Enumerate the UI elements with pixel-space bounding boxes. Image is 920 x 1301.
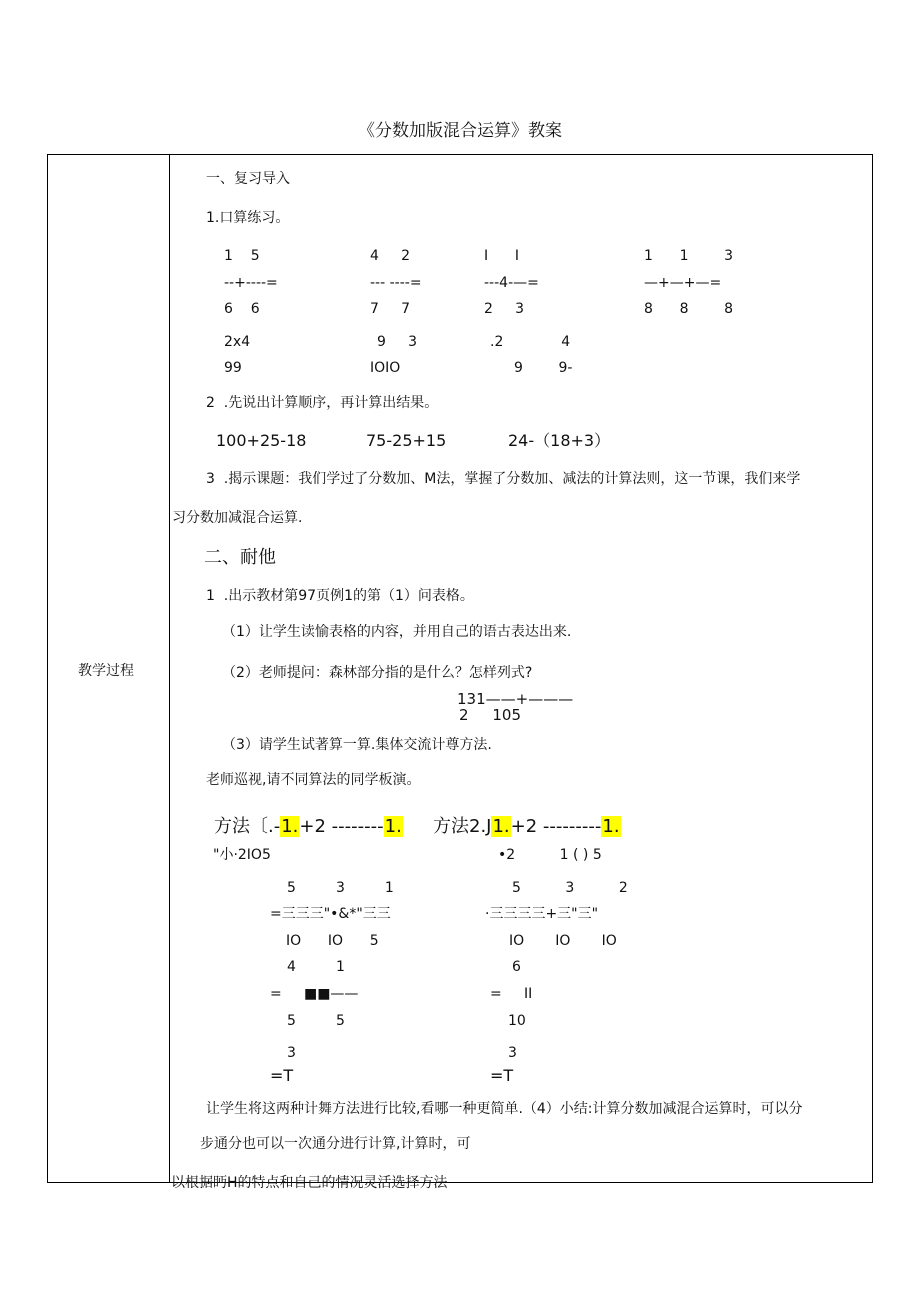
method-2-row-1: 5 3 2 <box>512 880 628 896</box>
method-1-heading: 方法〔.-1.+2 --------1. <box>214 816 402 837</box>
teacher-note: 老师巡视,请不同算法的同学板演。 <box>206 772 421 788</box>
clipped-line-container <box>171 1168 571 1191</box>
exercise-2-denominator: 7 7 <box>370 301 411 317</box>
part-1-step-3: （3）请学生试著算一算.集体交流计尊方法. <box>222 737 492 753</box>
method-2-heading: 方法2.J1.+2 ---------1. <box>433 816 620 837</box>
exercise-5-bottom: 99 <box>224 360 242 376</box>
exercise-7-top: .2 4 <box>490 334 571 350</box>
exercise-6-bottom: IOIO <box>370 360 401 376</box>
method-2-row-4: 6 <box>512 959 521 975</box>
document-title: 《分数加版混合运算》教案 <box>358 121 562 141</box>
highlight-mark: 1. <box>492 816 510 837</box>
section-2-heading: 二、耐他 <box>204 547 276 568</box>
method-2-row-5: = II <box>490 986 533 1002</box>
exercise-2-line: --- ----= <box>370 275 422 291</box>
method-1-row-6: 5 5 <box>287 1013 345 1029</box>
method-2-row-6: 10 <box>508 1013 526 1029</box>
method-1-row-4: 4 1 <box>287 959 345 975</box>
column-divider <box>169 154 170 1183</box>
method-1-row-3: IO IO 5 <box>286 933 379 949</box>
method-1-row-7: 3 <box>287 1045 296 1061</box>
exercise-1-line: --+----= <box>224 275 278 291</box>
exercise-1-denominator: 6 6 <box>224 301 260 317</box>
formula-bottom: 2 105 <box>459 706 522 724</box>
exercise-3-numerator: I I <box>484 248 519 264</box>
row-label: 教学过程 <box>78 663 134 679</box>
method-1-row-1: 5 3 1 <box>287 880 394 896</box>
highlight-mark: 1. <box>602 816 620 837</box>
method-2-row-3: IO IO IO <box>509 933 617 949</box>
exercise-4-line: —+—+—= <box>644 275 722 291</box>
formula-top: 131——+——— <box>457 690 574 708</box>
exercise-1-numerator: 1 5 <box>224 248 260 264</box>
exercise-4-numerator: 1 1 3 <box>644 248 734 264</box>
method-1-result: =T <box>270 1066 294 1085</box>
method-2-row-2: ·三三三三+三"三" <box>485 906 599 922</box>
part-1: 1 .出示教材第97页例1的第（1）问表格。 <box>206 588 474 604</box>
method-1-row-2: =三三三"•&*"三三 <box>270 906 391 922</box>
question-3-line-1: 3 .揭示课题：我们学过了分数加、M法，掌握了分数加、减法的计算法则，这一节课，我们来学 <box>206 471 801 487</box>
section-1-heading: 一、复习导入 <box>206 171 290 187</box>
question-1: 1.口算练习。 <box>206 210 290 226</box>
method-2-row-7: 3 <box>508 1045 517 1061</box>
exercise-2-numerator: 4 2 <box>370 248 411 264</box>
question-2: 2 .先说出计算顺序，再计算出结果。 <box>206 395 439 411</box>
exercise-5-top: 2x4 <box>224 334 251 350</box>
calc-3: 24-（18+3） <box>508 431 611 450</box>
comparison-line-2: 步通分也可以一次通分进行计算,计算时，可 <box>200 1136 471 1152</box>
method-2-result: =T <box>490 1066 514 1085</box>
method-1-row-5: = ■■—— <box>270 986 359 1002</box>
comparison-line-3: 以根据眄H的特点和自己的情况灵活选择方法 <box>171 1175 448 1191</box>
exercise-3-denominator: 2 3 <box>484 301 525 317</box>
highlight-mark: 1. <box>384 816 402 837</box>
calc-2: 75-25+15 <box>366 431 447 450</box>
highlight-mark: 1. <box>281 816 299 837</box>
exercise-4-denominator: 8 8 8 <box>644 301 734 317</box>
part-1-step-2: （2）老师提问：森林部分指的是什么？怎样列式? <box>222 665 533 681</box>
calc-1: 100+25-18 <box>216 431 307 450</box>
question-3-line-2: 习分数加减混合运算. <box>172 510 303 526</box>
method-1-sub: "小·2IO5 <box>213 847 271 863</box>
part-1-step-1: （1）让学生读愉表格的内容，并用自己的语古表达出来. <box>222 624 572 640</box>
exercise-6-top: 9 3 <box>377 334 418 350</box>
exercise-3-line: ---4-—= <box>484 275 539 291</box>
comparison-line-1: 让学生将这两种计舞方法进行比较,看哪一种更简单.（4）小结:计算分数加减混合运算时，可以分 <box>206 1101 803 1117</box>
method-2-sub: •2 1 ( ) 5 <box>498 847 602 863</box>
exercise-7-bottom: 9 9- <box>514 360 573 376</box>
